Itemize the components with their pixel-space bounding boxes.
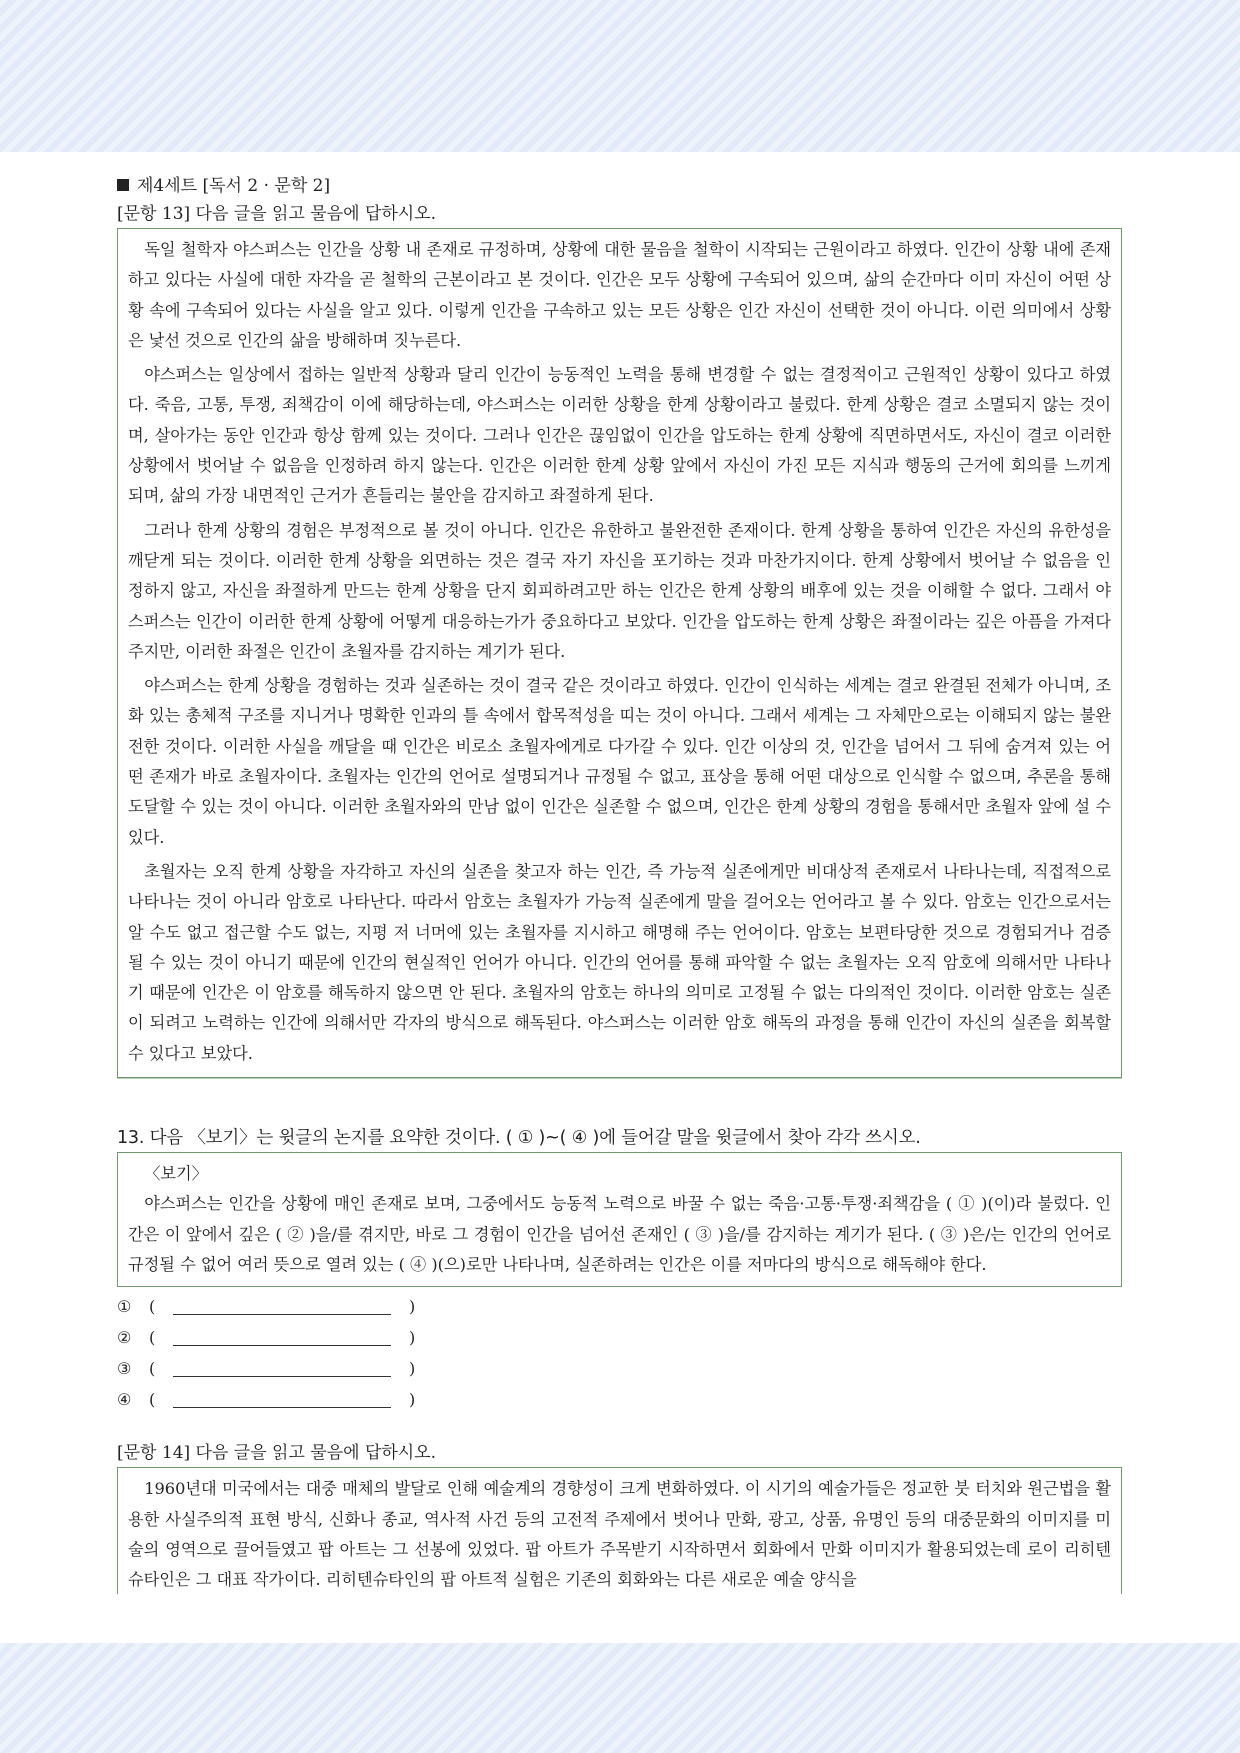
worksheet-page xyxy=(117,172,1122,1594)
open-paren: ( xyxy=(149,1359,156,1379)
question-13: 13. 다음 〈보기〉는 윗글의 논지를 요약한 것이다. ( ① )~( ④ )에 들어갈 말을 윗글에서 찾아 각각 쓰시오. xyxy=(117,1128,921,1149)
passage-paragraph: 독일 철학자 야스퍼스는 인간을 상황 내 존재로 규정하며, 상황에 대한 물음을 철학이 시작되는 근원이라고 하였다. 인간이 상황 내에 존재하고 있다는 사실에 대한 자각을 곧 철학의 근본이라고 본 것이다. 인간은 모두 상황에 구속되어 있으며, 삶의 순간마다 이미 자신이 어떤 상황 속에 구속되어 있다는 사실을 알고 있다. 이렇게 인간을 구속하고 있는 모든 상황은 인간 자신이 선택한 것이 아니다. 이런 의미에서 상황은 낯선 것으로 인간의 삶을 방해하며 짓누른다. xyxy=(128,240,1111,350)
set-title-text: 제4세트 [독서 2 · 문학 2] xyxy=(137,176,331,196)
open-paren: ( xyxy=(149,1328,156,1348)
close-paren: ) xyxy=(409,1359,416,1379)
answer-blank-2[interactable] xyxy=(173,1329,391,1346)
footer-band xyxy=(0,1643,1240,1753)
bogi-box xyxy=(117,1152,1122,1287)
set-title xyxy=(117,172,1122,200)
q14-intro: [문항 14] 다음 글을 읽고 물음에 답하시오. xyxy=(117,1443,437,1464)
answer-row xyxy=(117,1291,1122,1322)
open-paren: ( xyxy=(149,1297,156,1317)
bogi-text: 야스퍼스는 인간을 상황에 매인 존재로 보며, 그중에서도 능동적 노력으로 바꿀 수 없는 죽음·고통·투쟁·죄책감을 ( ① )(이)라 불렀다. 인간은 이 앞에서 깊은 ( ② )을/를 겪지만, 바로 그 경험이 인간을 넘어선 존재인 ( ③ )을/를 감지하는 계기가 된다. ( ③ )은/는 인간의 언어로 규정될 수 없어 여러 뜻으로 열려 있는 ( ④ )(으)로만 나타나며, 실존하려는 인간은 이를 저마다의 방식으로 해독해야 한다. xyxy=(128,1194,1111,1274)
passage-box-14 xyxy=(117,1467,1122,1594)
square-bullet-icon xyxy=(117,179,129,191)
answer-mark: ③ xyxy=(117,1359,132,1379)
close-paren: ) xyxy=(409,1328,416,1348)
close-paren: ) xyxy=(409,1390,416,1410)
answer-row xyxy=(117,1322,1122,1353)
passage-paragraph: 야스퍼스는 일상에서 접하는 일반적 상황과 달리 인간이 능동적인 노력을 통해 변경할 수 없는 결정적이고 근원적인 상황이 있다고 하였다. 죽음, 고통, 투쟁, 죄책감이 이에 해당하는데, 야스퍼스는 이러한 상황을 한계 상황이라고 불렀다. 한계 상황은 결코 소멸되지 않는 것이며, 살아가는 동안 인간과 항상 함께 있는 것이다. 그러나 인간은 끊임없이 인간을 압도하는 한계 상황에 직면하면서도, 자신이 결코 이러한 상황에서 벗어날 수 없음을 인정하려 하지 않는다. 인간은 이러한 한계 상황 앞에서 자신이 가진 모든 지식과 행동의 근거에 회의를 느끼게 되며, 삶의 가장 내면적인 근거가 흔들리는 불안을 감지하고 좌절하게 된다. xyxy=(128,365,1111,506)
answer-blank-1[interactable] xyxy=(173,1298,391,1315)
answer-mark: ① xyxy=(117,1297,132,1317)
answer-mark: ④ xyxy=(117,1390,132,1410)
passage-paragraph: 야스퍼스는 한계 상황을 경험하는 것과 실존하는 것이 결국 같은 것이라고 하였다. 인간이 인식하는 세계는 결코 완결된 전체가 아니며, 조화 있는 총체적 구조를 지니거나 명확한 인과의 틀 속에서 합목적성을 띠는 것이 아니다. 그래서 세계는 그 자체만으로는 이해되지 않는 불완전한 것이다. 이러한 사실을 깨달을 때 인간은 비로소 초월자에게로 다가갈 수 있다. 인간 이상의 것, 인간을 넘어서 그 뒤에 숨겨져 있는 어떤 존재가 바로 초월자이다. 초월자는 인간의 언어로 설명되거나 규정될 수 없고, 표상을 통해 어떤 대상으로 인식할 수 없으며, 추론을 통해 도달할 수 있는 것이 아니다. 이러한 초월자와의 만남 없이 인간은 실존할 수 없으며, 인간은 한계 상황의 경험을 통해서만 초월자 앞에 설 수 있다. xyxy=(128,676,1111,847)
close-paren: ) xyxy=(409,1297,416,1317)
passage-box-13 xyxy=(117,228,1122,1078)
passage-paragraph: 초월자는 오직 한계 상황을 자각하고 자신의 실존을 찾고자 하는 인간, 즉 가능적 실존에게만 비대상적 존재로서 나타나는데, 직접적으로 나타나는 것이 아니라 암호로 나타난다. 따라서 암호는 초월자가 가능적 실존에게 말을 걸어오는 언어라고 볼 수 있다. 암호는 인간으로서는 알 수도 없고 접근할 수도 없는, 지평 저 너머에 있는 초월자를 지시하고 해명해 주는 언어이다. 암호는 보편타당한 것으로 경험되거나 검증될 수 있는 것이 아니기 때문에 인간의 현실적인 언어가 아니다. 인간의 언어를 통해 파악할 수 없는 초월자는 오직 암호에 의해서만 나타나기 때문에 인간은 이 암호를 해독하지 않으면 안 된다. 초월자의 암호는 하나의 의미로 고정될 수 없는 다의적인 것이다. 이러한 암호는 실존이 되려고 노력하는 인간에 의해서만 각자의 방식으로 해독된다. 야스퍼스는 이러한 암호 해독의 과정을 통해 인간이 자신의 실존을 회복할 수 있다고 보았다. xyxy=(128,861,1111,1063)
answer-mark: ② xyxy=(117,1328,132,1348)
open-paren: ( xyxy=(149,1390,156,1410)
answer-list xyxy=(117,1291,1122,1415)
answer-blank-3[interactable] xyxy=(173,1360,391,1377)
passage-paragraph: 그러나 한계 상황의 경험은 부정적으로 볼 것이 아니다. 인간은 유한하고 불완전한 존재이다. 한계 상황을 통하여 인간은 자신의 유한성을 깨닫게 되는 것이다. 이러한 한계 상황을 외면하는 것은 결국 자기 자신을 포기하는 것과 마찬가지이다. 한계 상황에서 벗어날 수 없음을 인정하지 않고, 자신을 좌절하게 만드는 한계 상황을 단지 회피하려고만 하는 인간은 한계 상황의 배후에 있는 것을 이해할 수 없다. 그래서 야스퍼스는 인간이 이러한 한계 상황에 어떻게 대응하는가가 중요하다고 보았다. 인간을 압도하는 한계 상황은 좌절이라는 깊은 아픔을 가져다주지만, 이러한 좌절은 인간이 초월자를 감지하는 계기가 된다. xyxy=(128,520,1111,661)
passage-paragraph: 1960년대 미국에서는 대중 매체의 발달로 인해 예술계의 경향성이 크게 변화하였다. 이 시기의 예술가들은 정교한 붓 터치와 원근법을 활용한 사실주의적 표현 방식, 신화나 종교, 역사적 사건 등의 고전적 주제에서 벗어나 만화, 광고, 상품, 유명인 등의 대중문화의 이미지를 미술의 영역으로 끌어들였고 팝 아트는 그 선봉에 있었다. 팝 아트가 주목받기 시작하면서 회화에서 만화 이미지가 활용되었는데 로이 리히텐슈타인은 그 대표 작가이다. 리히텐슈타인의 팝 아트적 실험은 기존의 회화와는 다른 새로운 예술 양식을 xyxy=(128,1479,1111,1590)
bogi-label: 〈보기〉 xyxy=(144,1164,208,1184)
answer-row xyxy=(117,1384,1122,1415)
answer-row xyxy=(117,1353,1122,1384)
answer-blank-4[interactable] xyxy=(173,1391,391,1408)
header-band xyxy=(0,0,1240,152)
q13-intro: [문항 13] 다음 글을 읽고 물음에 답하시오. xyxy=(117,204,437,224)
